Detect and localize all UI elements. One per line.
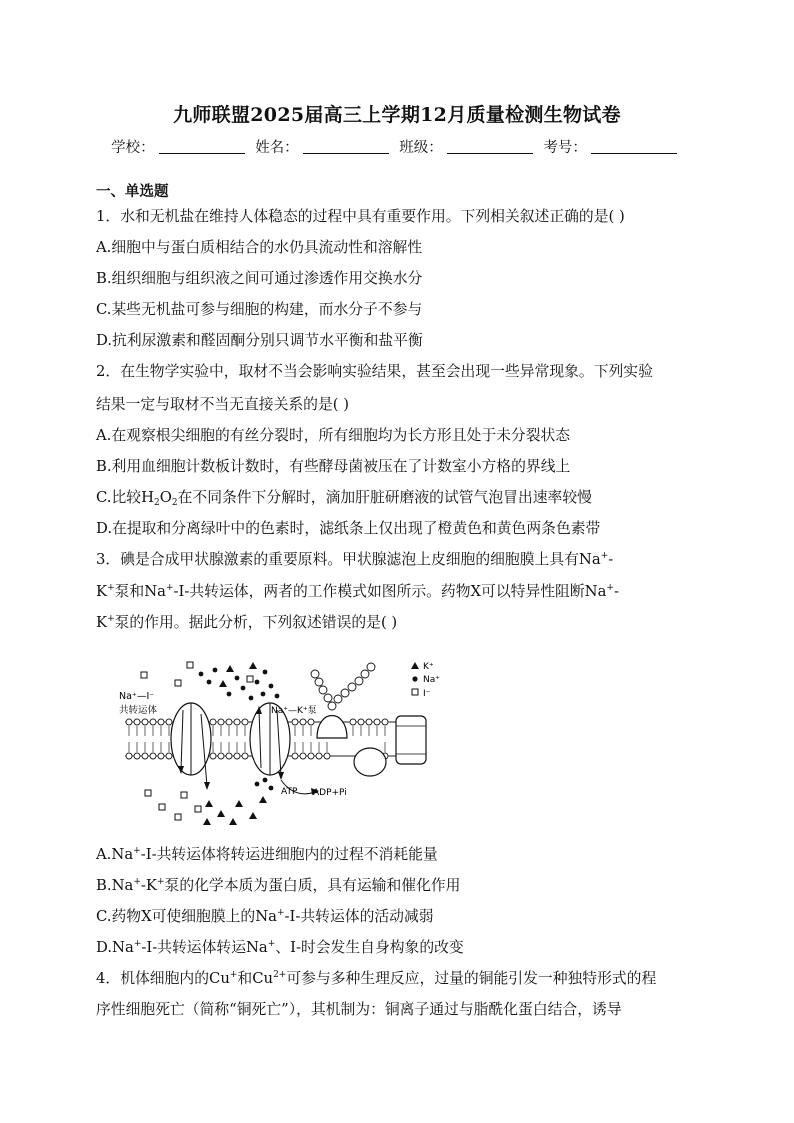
page-title: 九师联盟2025届高三上学期12月质量检测生物试卷 [173,104,621,126]
q1-option-b: B.组织细胞与组织液之间可通过渗透作用交换水分 [96,270,423,287]
q3-stem-line3: K+泵的作用。据此分析，下列叙述错误的是( ) [96,614,398,631]
section-heading: 一、单选题 [96,183,169,200]
q3-option-b: B.Na+-K+泵的化学本质为蛋白质，具有运输和催化作用 [96,877,461,894]
q1-stem: 1．水和无机盐在维持人体稳态的过程中具有重要作用。下列相关叙述正确的是( ) [96,208,625,225]
school-blank[interactable] [159,139,245,154]
q3-option-d: D.Na+-I-共转运体转运Na+、I-时会发生自身构象的改变 [96,939,464,956]
q2-option-c: C.比较$H_2O_2$在不同条件下分解时，滴加肝脏研磨液的试管气泡冒出速率较慢 [96,489,592,508]
q4-stem-line1: 4．机体细胞内的Cu+和$Cu^{2+}$可参与多种生理反应，过量的铜能引发一种独特形式的程 [96,970,657,987]
exam-number-blank[interactable] [591,139,677,154]
sugar-chain [311,663,375,710]
q2-stem-line2: 结果一定与取材不当无直接关系的是( ) [96,396,350,413]
pump-label: Na⁺—K⁺泵 [271,706,317,716]
q3-option-a: A.Na+-I-共转运体将转运进细胞内的过程不消耗能量 [96,846,438,863]
glycoprotein [317,716,347,739]
name-label: 姓名： [255,140,299,156]
class-blank[interactable] [447,139,533,154]
legend [411,662,440,699]
name-blank[interactable] [303,139,389,154]
legend-na: Na⁺ [423,675,440,685]
q2-option-d: D.在提取和分离绿叶中的色素时，滤纸条上仅出现了橙黄色和黄色两条色素带 [96,520,601,537]
membrane-transport-diagram [95,638,455,836]
legend-i: I⁻ [423,689,431,699]
q3-stem-line2: K+泵和Na+-I-共转运体，两者的工作模式如图所示。药物X可以特异性阻断Na+- [96,583,619,600]
student-info-line [0,136,794,157]
class-label: 班级： [399,140,443,156]
intracellular-ions [145,778,273,825]
q3-option-c: C.药物X可使细胞膜上的Na+-I-共转运体的活动减弱 [96,908,434,925]
adp-label: ADP+Pi [313,788,347,798]
cotransporter-label-line2: 共转运体 [119,705,158,716]
q1-option-c: C.某些无机盐可参与细胞的构建，而水分子不参与 [96,301,423,318]
q1-option-a: A.细胞中与蛋白质相结合的水仍具流动性和溶解性 [96,239,423,256]
legend-k: K⁺ [423,662,434,672]
cotransporter-label-line1: Na⁺—I⁻ [119,691,155,702]
q3-stem-line1: 3．碘是合成甲状腺激素的重要原料。甲状腺滤泡上皮细胞的细胞膜上具有Na+- [96,551,614,568]
peripheral-protein [354,748,386,776]
channel-protein [396,716,426,764]
q1-option-d: D.抗利尿激素和醛固酮分别只调节水平衡和盐平衡 [96,332,423,349]
school-label: 学校： [111,140,155,156]
exam-number-label: 考号： [543,140,587,156]
q4-stem-line2: 序性细胞死亡（简称“铜死亡”），其机制为：铜离子通过与脂酰化蛋白结合，诱导 [96,1001,622,1018]
q2-option-a: A.在观察根尖细胞的有丝分裂时，所有细胞均为长方形且处于未分裂状态 [96,427,571,444]
extracellular-ions [141,662,279,700]
q2-option-b: B.利用血细胞计数板计数时，有些酵母菌被压在了计数室小方格的界线上 [96,458,571,475]
atp-label: ATP [281,787,298,797]
q2-stem-line1: 2．在生物学实验中，取材不当会影响实验结果，甚至会出现一些异常现象。下列实验 [96,363,653,380]
